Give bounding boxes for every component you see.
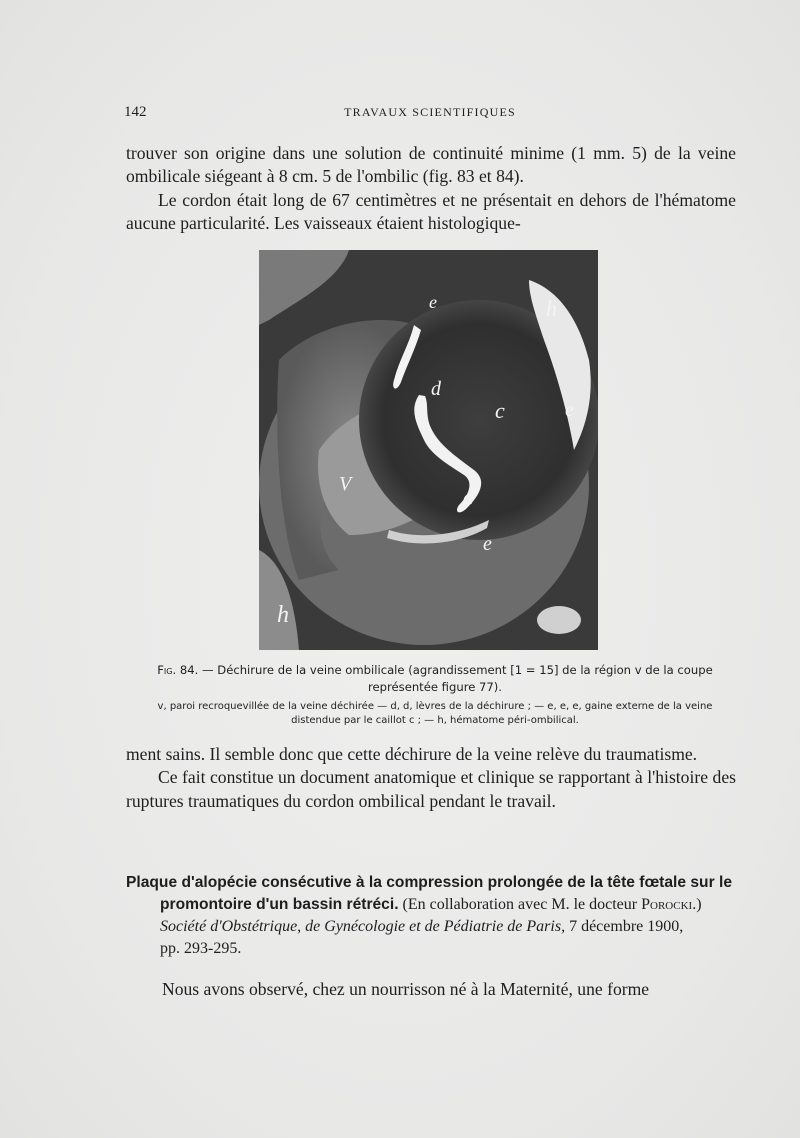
- figure-number: Fig. 84.: [157, 663, 199, 677]
- publication-title-end: promontoire d'un bassin rétréci.: [160, 896, 399, 913]
- publication-venue: Société d'Obstétrique, de Gynécologie et de Pédiatrie de Paris,: [160, 918, 566, 935]
- publication-title-line1: Plaque d'alopécie consécutive à la compression prolongée de la tête fœtale sur le: [126, 874, 732, 891]
- text-block-middle: [126, 743, 736, 813]
- label-e-right: e: [565, 399, 574, 421]
- paragraph: Ce fait constitue un document anatomique et clinique se rapportant à l'histoire des ruptures traumatiques du cordon ombilical pendant le travail.: [126, 767, 736, 811]
- micrograph-image: [259, 250, 598, 650]
- publication-venue-line: [126, 916, 736, 938]
- text-block-top: [126, 142, 736, 236]
- paragraph: ment sains. Il semble donc que cette déchirure de la veine relève du traumatisme.: [126, 744, 698, 764]
- figure-84-micrograph: [259, 250, 598, 650]
- label-c: c: [495, 398, 505, 423]
- figure-legend: v, paroi recroquevillée de la veine déchirée — d, d, lèvres de la déchirure ; — e, e, e, gaine externe de la veine distendue par le caillot c ; — h, hématome péri-ombilical.: [157, 701, 713, 726]
- running-head: [124, 104, 736, 124]
- publication-title-line2: [126, 894, 736, 916]
- publication-date: 7 décembre 1900,: [569, 918, 684, 935]
- tissue-fragment: [537, 606, 581, 634]
- label-h-bottom: h: [277, 602, 289, 628]
- collab-prefix: (En collaboration avec M. le docteur: [402, 896, 638, 913]
- text-block-bottom: Nous avons observé, chez un nourrisson né à la Maternité, une forme: [162, 979, 650, 999]
- label-d-upper: d: [431, 378, 441, 400]
- figure-caption: [150, 662, 720, 696]
- running-title: TRAVAUX SCIENTIFIQUES: [344, 105, 516, 119]
- label-e-top: e: [429, 292, 437, 312]
- page-number: 142: [124, 104, 147, 120]
- label-h-top: h: [546, 296, 557, 321]
- label-d-lower: d: [463, 487, 473, 509]
- caption-text: — Déchirure de la veine ombilicale (agrandissement [1 = 15] de la région v de la coupe représentée figure 77).: [201, 663, 713, 694]
- paragraph: Le cordon était long de 67 centimètres et ne présentait en dehors de l'hématome aucune particularité. Les vaisseaux étaient histologique-: [126, 189, 736, 234]
- paragraph: trouver son origine dans une solution de continuité minime (1 mm. 5) de la veine ombilicale siégeant à 8 cm. 5 de l'ombilic (fig. 83 et 84).: [126, 143, 736, 187]
- label-e-bottom: e: [483, 533, 492, 555]
- publication-entry: [126, 872, 736, 960]
- collab-suffix: .): [692, 896, 702, 913]
- collab-name: Porocki: [641, 896, 693, 913]
- label-v: V: [339, 473, 352, 495]
- publication-pages: pp. 293-295.: [160, 940, 242, 957]
